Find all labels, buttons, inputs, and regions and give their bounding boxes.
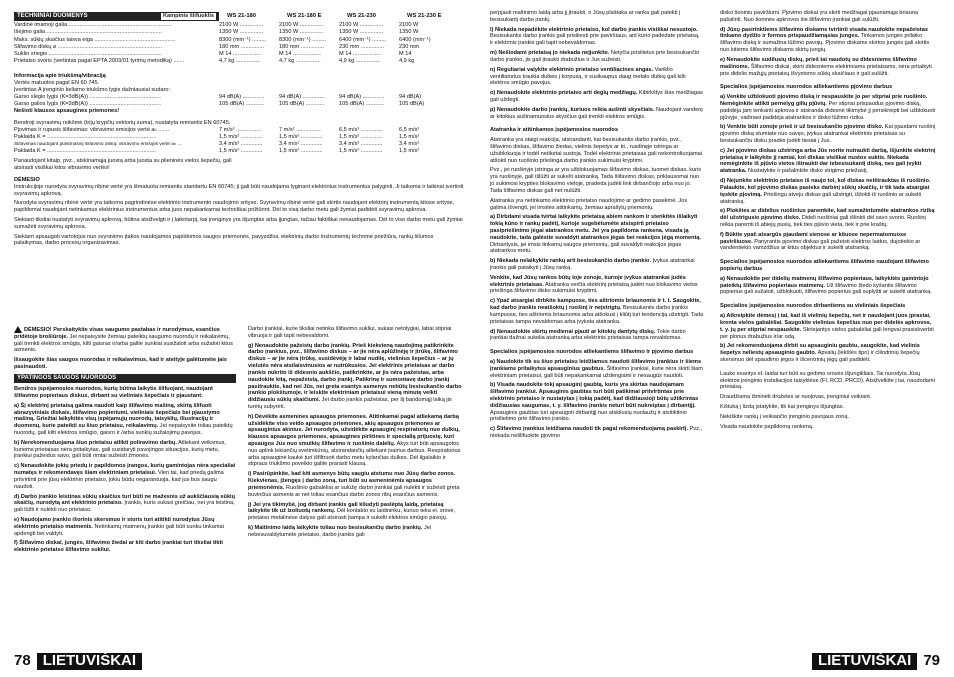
demesio-heading: DĖMESIO <box>14 176 40 183</box>
spec-value: 1350 W ............... <box>219 29 264 36</box>
warning-bold: DĖMESIO! Perskaitykite visas saugumo pastabas ir nurodymus, esančius pridėtoje brošiūroje. <box>14 326 220 340</box>
model-header: WS 21-180 <box>227 12 256 19</box>
item-text: Apsauginis gaubtas turi apsaugoti dirbantįjį nuo atskilusių nuolaužų ir atsitiktinio prisilietimo prie šlifavimo įrankio. <box>490 409 687 423</box>
spec-value: 6,5 m/s² .............. <box>339 126 383 133</box>
spec-value: 4,7 kg ................ <box>219 58 261 65</box>
item-bold: c) Šlifavimo įrankius leidžiama naudoti tik pagal rekomenduojamą paskirtį. <box>490 426 689 433</box>
item-text: Nustatykite ir pašalinkite disko strigimo priežastį. <box>746 168 868 175</box>
spec-value: 8300 (min⁻¹) ......... <box>219 36 267 43</box>
spec-row <box>14 148 464 155</box>
item-text: Apvalių (lėkštės tipo) ir cilindrinių šepečių skersmuo dėl spaudimo jėgos ir išcentrinių jėgų gali padidėti. <box>720 350 920 363</box>
item-text: Naudojant vandenį ar kitokius aušinamuosius skysčius gali trenkti elektros smūgis. <box>490 106 703 120</box>
spec-row <box>14 36 464 43</box>
spec-label: Garso slėgio lygis (K=3dB(A)) .............................................. <box>14 93 161 100</box>
spec-value: 3,4 m/s² .............. <box>219 141 263 148</box>
item-text: Įvykus atatrankai įrankis gali pataikyti į Jūsų ranką. <box>490 258 695 271</box>
spec-value: 1350 W <box>399 29 419 36</box>
paragraph: Atatranka yra staigi reakcija, atsirandanti, kai besisukantis darbo įrankis, pvz., šlifavimo diskas, šlifavimo žiedas, vielinis šepetys ar kt., rusdinęje istringa ar užsiblokuoja ir todėl netikėtai sustoja. Todėl elektrinis prietaisas gali nekontroliuojamai atšokti nuo ruošinio priešinga darbo įrankio sukimuisi kryptimi. <box>490 137 702 164</box>
spec-tag: Kampinis šlifuoklis <box>163 13 214 20</box>
spec-label: Suklio sriegis ......................................................................... <box>14 50 162 57</box>
demesio-text: Siekiant tiksliai nustatyti svyravimų apkrovą, būtina atsižvelgti ir į laikotarpį, kai įrenginys yra išjungtas arba įjungtas, tačiau faktiškai nenaudojamas. Dėl to viso darbo metu gali žymiai sumažėti svyravimų apkrova. <box>14 217 463 230</box>
item-bold: k) Maitinimo laidą laikykite toliau nuo besisukančių darbo įrankių. <box>248 524 423 531</box>
item-text: Jei nebesuvaldytumėte prietaiso, darbo įrankis gali <box>248 524 432 538</box>
spec-label: Paklaida K = ...................................................................... <box>14 148 156 155</box>
item-bold: b) Nerekomenduojama šiuo prietaisu atlikti poliravimo darbų. <box>14 439 177 446</box>
item-text: Akys turi būti apsaugotos nuo aplink lekiančių svetimkūnių, atsirandančių atliekant įvairius darbus. Respiratorius arba apsauginė kaukė turi išfiltruoti darbo metu kylančias dulkes. Dėl ilgalaikio ir stipraus triukšmo poveikio galite prarasti klausą. <box>248 441 461 468</box>
paragraph: Kištuką į lizdą įstatykite, tik kai įrenginys išjungtas. <box>720 404 845 410</box>
spec-value: 94 dB(A) .............. <box>339 93 385 100</box>
spec-value: M 14 .................. <box>339 50 381 57</box>
item-text: Panyrantis pjovimo diskas gali pažeisti elektros laidus, dujotiekio ar vandentiekio vamzdžius ar kitus objektus ir sukelti atatranką. <box>720 238 921 252</box>
spec-value: 2100 W ............... <box>219 22 264 29</box>
item-bold: b) Jei rekomenduojama dirbti su apsauginiu gaubtu, saugokite, kad vielinis šepetys neliestų apsauginio gaubto. <box>720 343 920 357</box>
spec-value: 230 mm ............... <box>339 43 385 50</box>
item-text: Dirbantysis, jei imsis tinkamų saugos priemonių, gali suvaldyti reakcijos jėgas atatrankos metu. <box>490 241 682 255</box>
item-text: disko šoniniu paviršiumi. Pjovimo diskai yra skirti medžiagai pjaunamąja briauna pašalinti. Nuo šoninės apkrovos šie šlifavimo įrankiai gali sulūžti. <box>720 10 919 23</box>
spec-value: 7 m/s² ................ <box>219 126 261 133</box>
spec-label: Prietaiso svoris (vertintas pagal EPTA 2003/01 tyrimų metodiką) ....... <box>14 58 185 65</box>
spec-label: Garso galios lygis (K=3dB(A)) .............................................. <box>14 100 161 107</box>
spec-value: 94 dB(A) .............. <box>219 93 265 100</box>
item-text: Priešingu atveju diskas gali užstrigti, iššokti iš ruošinio ar sukelti atatranką. <box>720 191 922 205</box>
page-number: 78 <box>14 651 31 669</box>
item-text: Vien tai, kad priedą galima pritvirtinti prie jūsų elektrinio prietaiso, jokiu būdu negarantuoja, kad jus bus saugu naudoti. <box>14 470 224 490</box>
noise-heading: Informacija apie triukšmą/vibraciją <box>14 73 106 80</box>
spec-value: 6,5 m/s² <box>399 126 420 133</box>
left-column-1 <box>14 326 236 648</box>
item-bold: c) Nenaudokite jokių priedų ir papildomos įrangos, kurių gamintojas nėra specialiai numatęs ir rekomendavęs šiam elektriniam prietaisui. <box>14 463 236 477</box>
item-bold: f) Šlifavimo diskai, jungės, šlifavimo žiedai ar kiti darbo įrankiai turi tiksliai tikti elektrinio prietaiso šlifavimo sukliui. <box>14 540 223 554</box>
section-heading: Specialios įspėjamosios nuorodos atliekantiems šlifavimo ir pjovimo darbus <box>490 349 694 356</box>
spec-label: Šlifavimo diskų ⌀ ................................................................... <box>14 43 162 50</box>
warning-text: Jei nepaisysite žemiau pateiktų saugumo nuorodų ir reikalavimų, gali trenkti elektros smūgis, kilti gaisras ir/arba galite sunkiai susižaloti arba sužaloti kitus asmenis. <box>14 333 233 354</box>
item-bold: l) Niekada nepadėkite elektrinio prietaiso, kol darbo įrankis visiškai nesustojo. <box>490 26 698 33</box>
section-heading: Specialios įspėjamosios nuorodos atliekantiems pjovimo darbus <box>720 84 893 91</box>
spec-value: 105 dB(A) ............ <box>339 100 385 107</box>
spec-value: 230 mm <box>399 43 420 50</box>
spec-value: 4,9 kg <box>399 58 415 65</box>
item-text: Dėl kontakto su laidininku, kuriuo teka el. srovė, prietaiso metalinėse dalyse gali atsirasti įtampa ir sukelti elektros smūgio pavojų. <box>248 508 456 522</box>
spec-title-bar <box>14 12 219 21</box>
item-bold: e) Plokštes ar didelius ruošinius paremkite, kad sumažintumėte atatrankos riziką dėl užstrigusio pjovimo disko. <box>720 208 935 222</box>
spec-row <box>14 141 464 148</box>
item-bold: b) Visada naudokite tokį apsauginį gaubtą, kuris yra skirtas naudojamam šlifavimo įrankiui. Apsauginis gaubtas turi būti patikimai pritvirtintas prie elektrinio prietaiso ir nustatytas į tokią padėtį, kad didžiausioji būtų užtikrintas didžiausias saugumas, t. y. šlifavimo įrankis neturi būti nukreiptas į dirbantįjį. <box>490 382 699 409</box>
item-text: Dideli ruošiniai gali išlinkti dėl savo svorio. Ruošinį reikia paremti iš abiejų pusių, tiek ties pjūvio vieta, tiek ir prie kraštų. <box>720 215 926 228</box>
spec-value: 1350 W ............... <box>339 29 384 36</box>
item-text: Kibirkštys šias medžiagas gali uždegti. <box>490 90 703 103</box>
item-bold: h) Dėvėkite asmenines apsaugos priemones. Atitinkamai pagal atliekamą darbą užsidėkite viso veido apsaugos priemones, akių apsaugos priemones ar apsauginius akinius. Jei nurodyta, užsidėkite apsauginį respiratorių nuo dulkių, klausos apsaugos priemones, apsaugines pirštines ir specialią prijuostę, kuri apsaugos Jus nuo smulkių šlifavimo ir ruošinio dalelių. <box>248 413 460 447</box>
item-text: Besisukantis darbo įrankis kampuose, ties aštriomis briaunomis arba atšokusi į kliūtį turi tendenciją užstrigti. Tada prietaisas tampa nevaldomas arba įvyksta atatranka. <box>490 305 704 325</box>
spec-value: 1,5 m/s² .............. <box>279 148 323 155</box>
item-text: Darbo įrankiai, kurie tiksliai netinka šlifavimo sukliui, sukasi netolygiai, labai stipriai vibruoja ir gali tapti nebevaldomi. <box>248 326 452 339</box>
item-text: Tinkamos jungės prilaiko šlifavimo diską ir sumažina lūžimo pavojų. Pjovimo diskams skirtos jungės gali skirtis nuo kitiems šlifavimo diskams skirtų jungių. <box>720 33 930 54</box>
spec-value: 180 mm ............... <box>279 43 325 50</box>
item-bold: a) Nenaudokite per didelių matmenų šlifavimo popieriaus, laikykitės gamintojo pateiktų šlifavimo popieriaus matmenų. <box>720 275 929 289</box>
section-heading: Atatranka ir atitinkamos įspėjamosios nuorodos <box>490 127 619 134</box>
item-text: Jei nepaisysite toliau pateiktų nuorodų, gali kilti elektros smūgio, gaisro ir /arba sunkių sužalojimų pavojus. <box>14 423 233 437</box>
paragraph: Draudžiama išminėti droželes ar nuojovas, įrenginiui veikiant. <box>720 394 872 401</box>
spec-label: Maks. sūkių skaičius laisva eiga .................................................... <box>14 36 176 43</box>
item-text: Pvz., niekada nešlifuokite pjovimo <box>490 426 703 440</box>
item-bold: c) Jei pjovimo diskas užstringa arba Jūs norite nutraukti darbą, išjunkite elektrinį prietaisą ir laikykite jį ramiai, kol diskas visiškai nustos suktis. Niekada nemėginkite iš pjūvio vietos ištraukti dar tebesisukantį diską, nes gali įvykti atatranka. <box>720 147 936 175</box>
keep-instructions: Išsaugokite šias saugos nuorodas ir reikalavimus, kad ir ateityje galėtumėte jais pasinaudoti. <box>14 357 227 371</box>
item-bold: n) Reguliariai valykite elektrinio prietaiso ventiliacines angas. <box>490 66 654 73</box>
spec-value: 6400 (min⁻¹) ......... <box>339 36 387 43</box>
vibration-text: Bendroji svyravimų reikšmė (trijų krypčių vektorių suma), nustatyta remiantis EN 60745. <box>14 119 231 126</box>
spec-row <box>14 29 464 36</box>
spec-value: 3,4 m/s² .............. <box>339 141 383 148</box>
right-page <box>490 10 940 670</box>
spec-value: 1,5 m/s² .............. <box>339 148 383 155</box>
spec-value: 1,5 m/s² <box>399 148 420 155</box>
item-bold: b) Niekada nelaikykite rankų arti besisukančio darbo įrankio. <box>490 258 652 265</box>
item-text: Atatranka verčia elektrinį prietaisą judėti nuo blokavimo vietos priešinga šlifavimo disko sukimuisi kryptimi. <box>490 281 698 295</box>
spec-value: 1,5 m/s² .............. <box>219 133 263 140</box>
item-text: Besisukantis darbo įrankis gali prisiliesti prie paviršiaus, ant kurio padedate prietaisą, ir elektrinis įrankis gali tapti nebevaldomas. <box>490 33 700 47</box>
demesio-text: Instrukcijoje nurodyta svyravimų ribinė vertė yra išmatuota remiantis standartu EN 60745; ji gali būti naudojama lyginant elektrinius instrumentus palyginti. Ji taikoma ir laikinai įvertinti svyravimų apkrovą. <box>14 183 464 197</box>
paragraph: Nekiškite rankų į veikiančio įrenginio pavojaus zoną. <box>720 413 850 420</box>
spec-row <box>14 101 464 108</box>
item-bold: b) Venkite būti zonoje prieš ir už besisukančio pjovimo disko. <box>720 124 884 131</box>
item-text: Netinkamų matmenų įrankio gali būti sunku tinkamai apdengti bei valdyti. <box>14 523 224 537</box>
spec-value: M 14 .................. <box>279 50 321 57</box>
item-text: Atliekant veiksmus, kuriems prietaisas nėra pritaikytas, gali susidaryti pavojingos situacijos, kurių metu, įrankiui pažeidus savo, gali būti rimtai sužeisti žmonės. <box>14 439 226 460</box>
section-intro: Bendros įspėjamosios nuorodos, kurių būtina laikytis šlifuojant, naudojant šlifavimo popieriaus diskus, dirbant su vieliniais šepečiais ir pjaustant: <box>14 386 213 399</box>
demesio-text: Nurodyta svyravimų ribinė vertė yra taikoma pagrindinėse elektrinio instrumento naudojimo srityse. Svyravimų ribinė vertė gali skirtis naudojant elektrinį instrumentą kitose srityse, papildomai naudojant netinkamus elektrinius instrumentus arba juos nepakankamai techniškai prižiūrint. Dėl to visą darbo metu gali žymiai padidėti svyravimų apkrova. <box>14 200 455 214</box>
spec-value: 94 dB(A) .............. <box>279 93 325 100</box>
item-text: Ruošinio gabalėliai ar sulūžę darbo įrankiai gali nulėkti ir sužeisti greta buvinčius asmenis ar net toliau esančius darbo zonos ribų esančius asmenis. <box>248 484 460 498</box>
spec-value: 1,5 m/s² <box>399 133 420 140</box>
spec-value: 1,5 m/s² .............. <box>219 148 263 155</box>
spec-row <box>14 51 464 58</box>
spec-row <box>14 94 464 101</box>
spec-value: M 14 <box>399 50 412 57</box>
item-text: Šlifavimo įrankiai, kurie nėra skirti šiam elektriniam prietaisui, gali būti nepakankamai uždengiami ir nesaugūs naudoti. <box>490 365 703 379</box>
spec-label: Vardinė imamoji galia .................................................................. <box>14 22 172 29</box>
spec-value: 8300 (min⁻¹) ......... <box>279 36 327 43</box>
spec-value: 1350 W ............... <box>279 29 324 36</box>
item-text: perpjauti maitinimo laidą arba jį įtraukti, o Jūsų plaštaka ar ranka gali patekti į besisukantį darbo įrankį. <box>490 10 681 23</box>
paragraph: Atatranka yra netinkamo elektrinio prietaiso naudojimo ar gedimo pasekmė. Jos galima išvengti, jei imsitės atitinkamų, žemiau aprašytų priemonių. <box>490 197 688 211</box>
item-bold: a) Venkite užblokuoti pjovimo diską ir nespauskite jo per stipriai prie ruošinio. Nemėginkite atlikti pernelyg gilių pjūvių. <box>720 94 928 107</box>
item-text: Kai pjaudami ruošinį pjovimo diską stumiate nuo savęs, įvykus atatrankai elektrinis prietaisas su besisukančiu disku pradės judėti tiesiai į Jus. <box>720 124 936 144</box>
section-heading: Specialios įspėjamosios nuorodos dirbantiems su vieliniais šepečiais <box>720 303 906 310</box>
item-bold: p) Nenaudokite darbo įrankių, kuriuos reikia aušinti skysčiais. <box>490 106 655 113</box>
spec-value: 1,5 m/s² .............. <box>279 133 323 140</box>
paragraph: Lauke esantys el. laidai turi būti su gedimo srovės išjungikliais. Tai nurodyta Jūsų elektros įrenginio instaliacijos taisyklėse (FI, RCD, PRCD). Atsižvelkite į tai, naudodami prietaisą. <box>720 370 935 391</box>
spec-value: 3,4 m/s² .............. <box>279 141 323 148</box>
spec-row <box>14 127 464 134</box>
right-column-1 <box>490 10 704 650</box>
item-bold: a) Atkreipkite dėmesį į tai, kad iš vielinių šepečių, net ir naudojant juos įprastai, krenta vielos gabalėliai. Saugokite vielinius šepečius nuo per didelės apkrovos, t. y. jų per stipriai nespauskite. <box>720 313 932 333</box>
language-label: LIETUVIŠKAI <box>37 653 142 670</box>
item-bold: e) Naudojamo įrankio išorinis skersmuo ir storis turi atitikti nurodytus Jūsų elektrinio prietaiso matmenis. <box>14 516 215 530</box>
item-text: Variklio ventiliatorius traukia dulkes į korpusą, ir susikaupus daug metalo dulkių gali kilti elektros smūgio pavojus. <box>490 66 686 87</box>
item-bold: d) Darbo įrankio leistinas sūkių skaičius turi būti ne mažesnis už aukščiausią sūkių skaičių, nurodytą ant elektrinio prietaiso. <box>14 493 236 507</box>
language-label: LIETUVIŠKAI <box>812 653 917 670</box>
spec-value: 6400 (min⁻¹) <box>399 36 431 43</box>
spec-value: 4,7 kg ................ <box>279 58 321 65</box>
item-text: Šlifavimo diskai, skirti didesniems elektriniams prietaisams, nėra pritaikyti prie didelio mažųjų prietaisų išvystomo sūkių skaičiaus ir gali sulūžti. <box>720 63 932 77</box>
spec-value: 105 dB(A) ............ <box>279 100 325 107</box>
page-footer <box>812 652 940 670</box>
paragraph: Pvz., jei ruošinyje įstringa ar yra užblokuojamas šlifavimo diskas, tuomet diskas, kuris yra ruošinyje, gali išlūžti ar sukelti atatranką. Tada šlifavimo diskas, priklausomai nuo jo sukimosi krypties blokavimo vietoje, pradeda judėti link dirbančiojo arba nuo jo. Tada šlifavimo diskas gali net nulūžti. <box>490 167 702 194</box>
spec-label: Šlifavimas naudojant plastmasinį šlifavimo diską: vibravimo emisijos vertė aₕ ... <box>14 141 182 147</box>
item-text: Įrankis, kuris sukasi greičiau, nei yra leistina, gali lūžti ir nulėkti nuo prietaiso. <box>14 500 235 514</box>
warning-icon <box>14 326 22 333</box>
item-text: Netyčia prisilietus prie besisukančio darbo įrankio, jis gali įtraukti drabužius ir Jus sužeisti. <box>490 50 700 63</box>
spec-value: 94 dB(A) <box>399 93 422 100</box>
section-heading: Specialios įspėjamosios nuorodos atliekantiems šlifavimo naudojant šlifavimo popierių darbus <box>720 259 929 272</box>
spec-value: 4,9 kg ................ <box>339 58 381 65</box>
item-bold: j) Jei yra tikimybė, jog dirbant įrankis gali kliudyti paslėptą laidą, prietaisą laikykite tik už izoliuotų rankenų. <box>248 501 444 515</box>
section-bar: YPATINGOS SAUGOS NUORODOS <box>14 374 236 383</box>
item-text: Jei darbo įrankis pažeistas, per šį bandomąjį laiką jis turėtų subyrėti. <box>248 397 452 410</box>
item-bold: m) Nešiodami prietaisą jo niekada neįjunkite. <box>490 50 610 57</box>
item-text: Už šlifavimo žiedo kyšantis šlifavimo popierius gali sužaloti, užblokuoti, šlifavimo popierius gali suplyšti ar sukelti atatranką. <box>720 282 932 296</box>
demesio-text: Siekiant apsaugoti vartotojus nuo svyravimo įtakos naudojamos papildomos saugos priemonės, pavyzdžiui, elektrinių darbo instrumentų techninė priežiūra, rankų šilumos palaikymas, darbo procesų organizavimas. <box>14 233 434 247</box>
spec-value: 1,5 m/s² .............. <box>339 133 383 140</box>
item-text: Per stipriai prispaudus pjovimo diską, padidėja jam tenkanti apkrova ir atsiranda didesnė tikimybė jį persikreipti bei užblokuoti pjūvyje, vadinasi padidėja atatrankos ir disko lūžimo rizika. <box>720 100 936 121</box>
spec-label: Pjovimas ir rupusis šlifavimas: vibravimo emisijos vertė aₕ ....... <box>14 126 170 133</box>
model-header: WS 21-230 <box>347 12 376 19</box>
item-bold: d) Nejunkite elektrinio prietaiso iš naujo tol, kol diskas neištrauktas iš ruošinio. Palaukite, kol pjovimo diskas pasieks darbinį sūkių skaičių, ir tik tada atsargiai tęskite pjovimą. <box>720 178 931 198</box>
spec-row <box>14 58 464 65</box>
noise-warning: Nešioti klausos apsaugines priemones! <box>14 107 120 114</box>
item-text: Skriejantys vielos gabalėliai gali lengvai prasiskverbti per plonus drabužius ir/ar odą. <box>720 326 934 340</box>
spec-row <box>14 44 464 51</box>
item-bold: g) Nenaudokite pažeistų darbo įrankių. Prieš kiekvieną naudojimą patikrinkite darbo įrankius, pvz., šlifavimo diskus – ar jie nėra aplūžinėję ir įtrūkę, šlifavimo diskus – ar jie nėra įtrūkę, susidėvėję ir labai nudilę, vielinius šepečius – ar jų vielutės nėra atsilaisvinusios ar nutrūkusios. Jei elektrinis prietaisas ar darbo įrankis nukrito iš didesnio aukščio, patikrinkite, ar jis nėra pažeistas, arba naudokite kitą, nepažeistą, darbo įrankį. Patikrinę ir sumontavę darbo įrankį pasitraukite, kad nei Jūs, nei greta esantys asmenys nebūtų besisukančio darbo įrankio plokštumoje, ir leiskite elektriniam prietaisui vieną minutę veikti didžiausiu sūkių skaičiumi. <box>248 342 462 404</box>
right-column-2 <box>720 10 936 650</box>
spec-label: Paklaida K = ...................................................................... <box>14 133 156 140</box>
item-bold: a) Dirbdami visada tvirtai laikykite prietaisą abiem rankom ir stenkitės išlaikyti tokią kūno ir rankų padėtį, kurioje sugebėtumėte atsispirti prietaiso pasipriešinimo jėgai atatrankos metu. Jei yra papildoma rankena, visada ją naudokite, tada galėsite suvaldyti atatrankos jėgas bei reakcijos jėgą momentą. <box>490 214 702 241</box>
item-bold: Venkite, kad Jūsų rankos būtų toje zonoje, kurioje įvykus atatrankai judės elektrinis prietaisas. <box>490 274 686 288</box>
spec-value: 2100 W ............... <box>339 22 384 29</box>
model-header: WS 21-180 E <box>287 12 322 19</box>
page-number: 79 <box>923 651 940 669</box>
paragraph: Visada naudokite papildomą rankeną. <box>720 423 814 430</box>
spec-title: TECHNINIAI DUOMENYS <box>17 12 88 19</box>
item-bold: o) Nenaudokite elektrinio prietaiso arti degių medžiagų. <box>490 90 638 97</box>
spec-value: 3,4 m/s² <box>399 141 420 148</box>
spec-value: 2100 W <box>399 22 419 29</box>
spec-header <box>14 12 464 21</box>
spec-value: 180 mm ............... <box>219 43 265 50</box>
item-text: Tokie darbo įrankiai dažnai sukelia atatranką arba elektrinis prietaisas tampa nevaldomas. <box>490 328 686 342</box>
spec-row <box>14 22 464 29</box>
item-bold: i) Pasirūpinkite, kad kiti asmenys būtų saugiu atstumu nuo Jūsų darbo zonos. Kiekvienas, įžengęs į darbo zoną, turi būti su asmeninėmis apsaugos priemonėmis. <box>248 471 456 491</box>
spec-value: M 14 .................. <box>219 50 261 57</box>
item-bold: a) Šį elektrinį prietaisą galima naudoti kaip šlifavimo mašiną, skirtą šlifuoti abrazyviniais diskais, šlifavimo popieriumi, vieliniais šepečiais bei pjaustymo mašiną. Griežtai laikykitės visų įspėjamųjų nuorodų, taisyklių, iliustracijų ir duomenų, kurie pateikti su šiuo prietaisu, reikalavimų. <box>14 402 220 430</box>
model-header: WS 21-230 E <box>407 12 442 19</box>
vibration-note: Panaudojant kitaip, pvz., atskiriamąją juostą arba juosta su plieninės vielos šepečiu, gali atsirasti visiškai kitos vibravimo vertės! <box>14 158 232 172</box>
spec-label: Išėjimo galia .......................................................................... <box>14 29 162 36</box>
left-page <box>14 10 464 670</box>
model-headers <box>219 13 459 20</box>
item-bold: d) Jūsų pasirinktiems šlifavimo diskams tvirtinti visada naudokite nepažeistas tinkamo dydžio ir formos prispaudžiamąsias junges. <box>720 26 928 40</box>
spec-value: 2100 W ............... <box>279 22 324 29</box>
spec-table <box>14 22 464 250</box>
item-bold: e) Nenaudokite sudilusių diskų, prieš tai naudotų su didesniems šlifavimo mašinoms. <box>720 56 917 70</box>
left-column-2 <box>248 326 464 648</box>
page-footer <box>14 652 142 670</box>
spec-value: 105 dB(A) ............ <box>219 100 265 107</box>
spec-row <box>14 134 464 141</box>
item-bold: c) Ypač atsargiai dirbkite kampuose, ties aštriomis briaunomis ir t. t. Saugokite, kad darbo įrankis neatšoktų į ruošinį ir neįstrigtų. <box>490 298 701 312</box>
noise-text: Įvertintas A įrenginio keliamo triukšmo lygis dažniausiai sudaro: <box>14 86 171 93</box>
item-bold: a) Naudokite tik su šiuo prietaisu leidžiamus naudoti šlifavimo įrankius ir šiems įrankiams pritaikytus apsauginius gaubtus. <box>490 358 702 372</box>
noise-text: Vertės matuotos pagal EN 60 745. <box>14 79 100 86</box>
item-bold: d) Nenaudokite skirtų medienai pjauti ar kitokių dantytų diskų. <box>490 328 656 335</box>
item-bold: f) Būkite ypač atsargūs pjaudami sienose ar kituose nepermatomuose paviršiuose. <box>720 231 907 245</box>
spec-value: 105 dB(A) <box>399 100 425 107</box>
spec-value: 7 m/s² ................ <box>279 126 321 133</box>
